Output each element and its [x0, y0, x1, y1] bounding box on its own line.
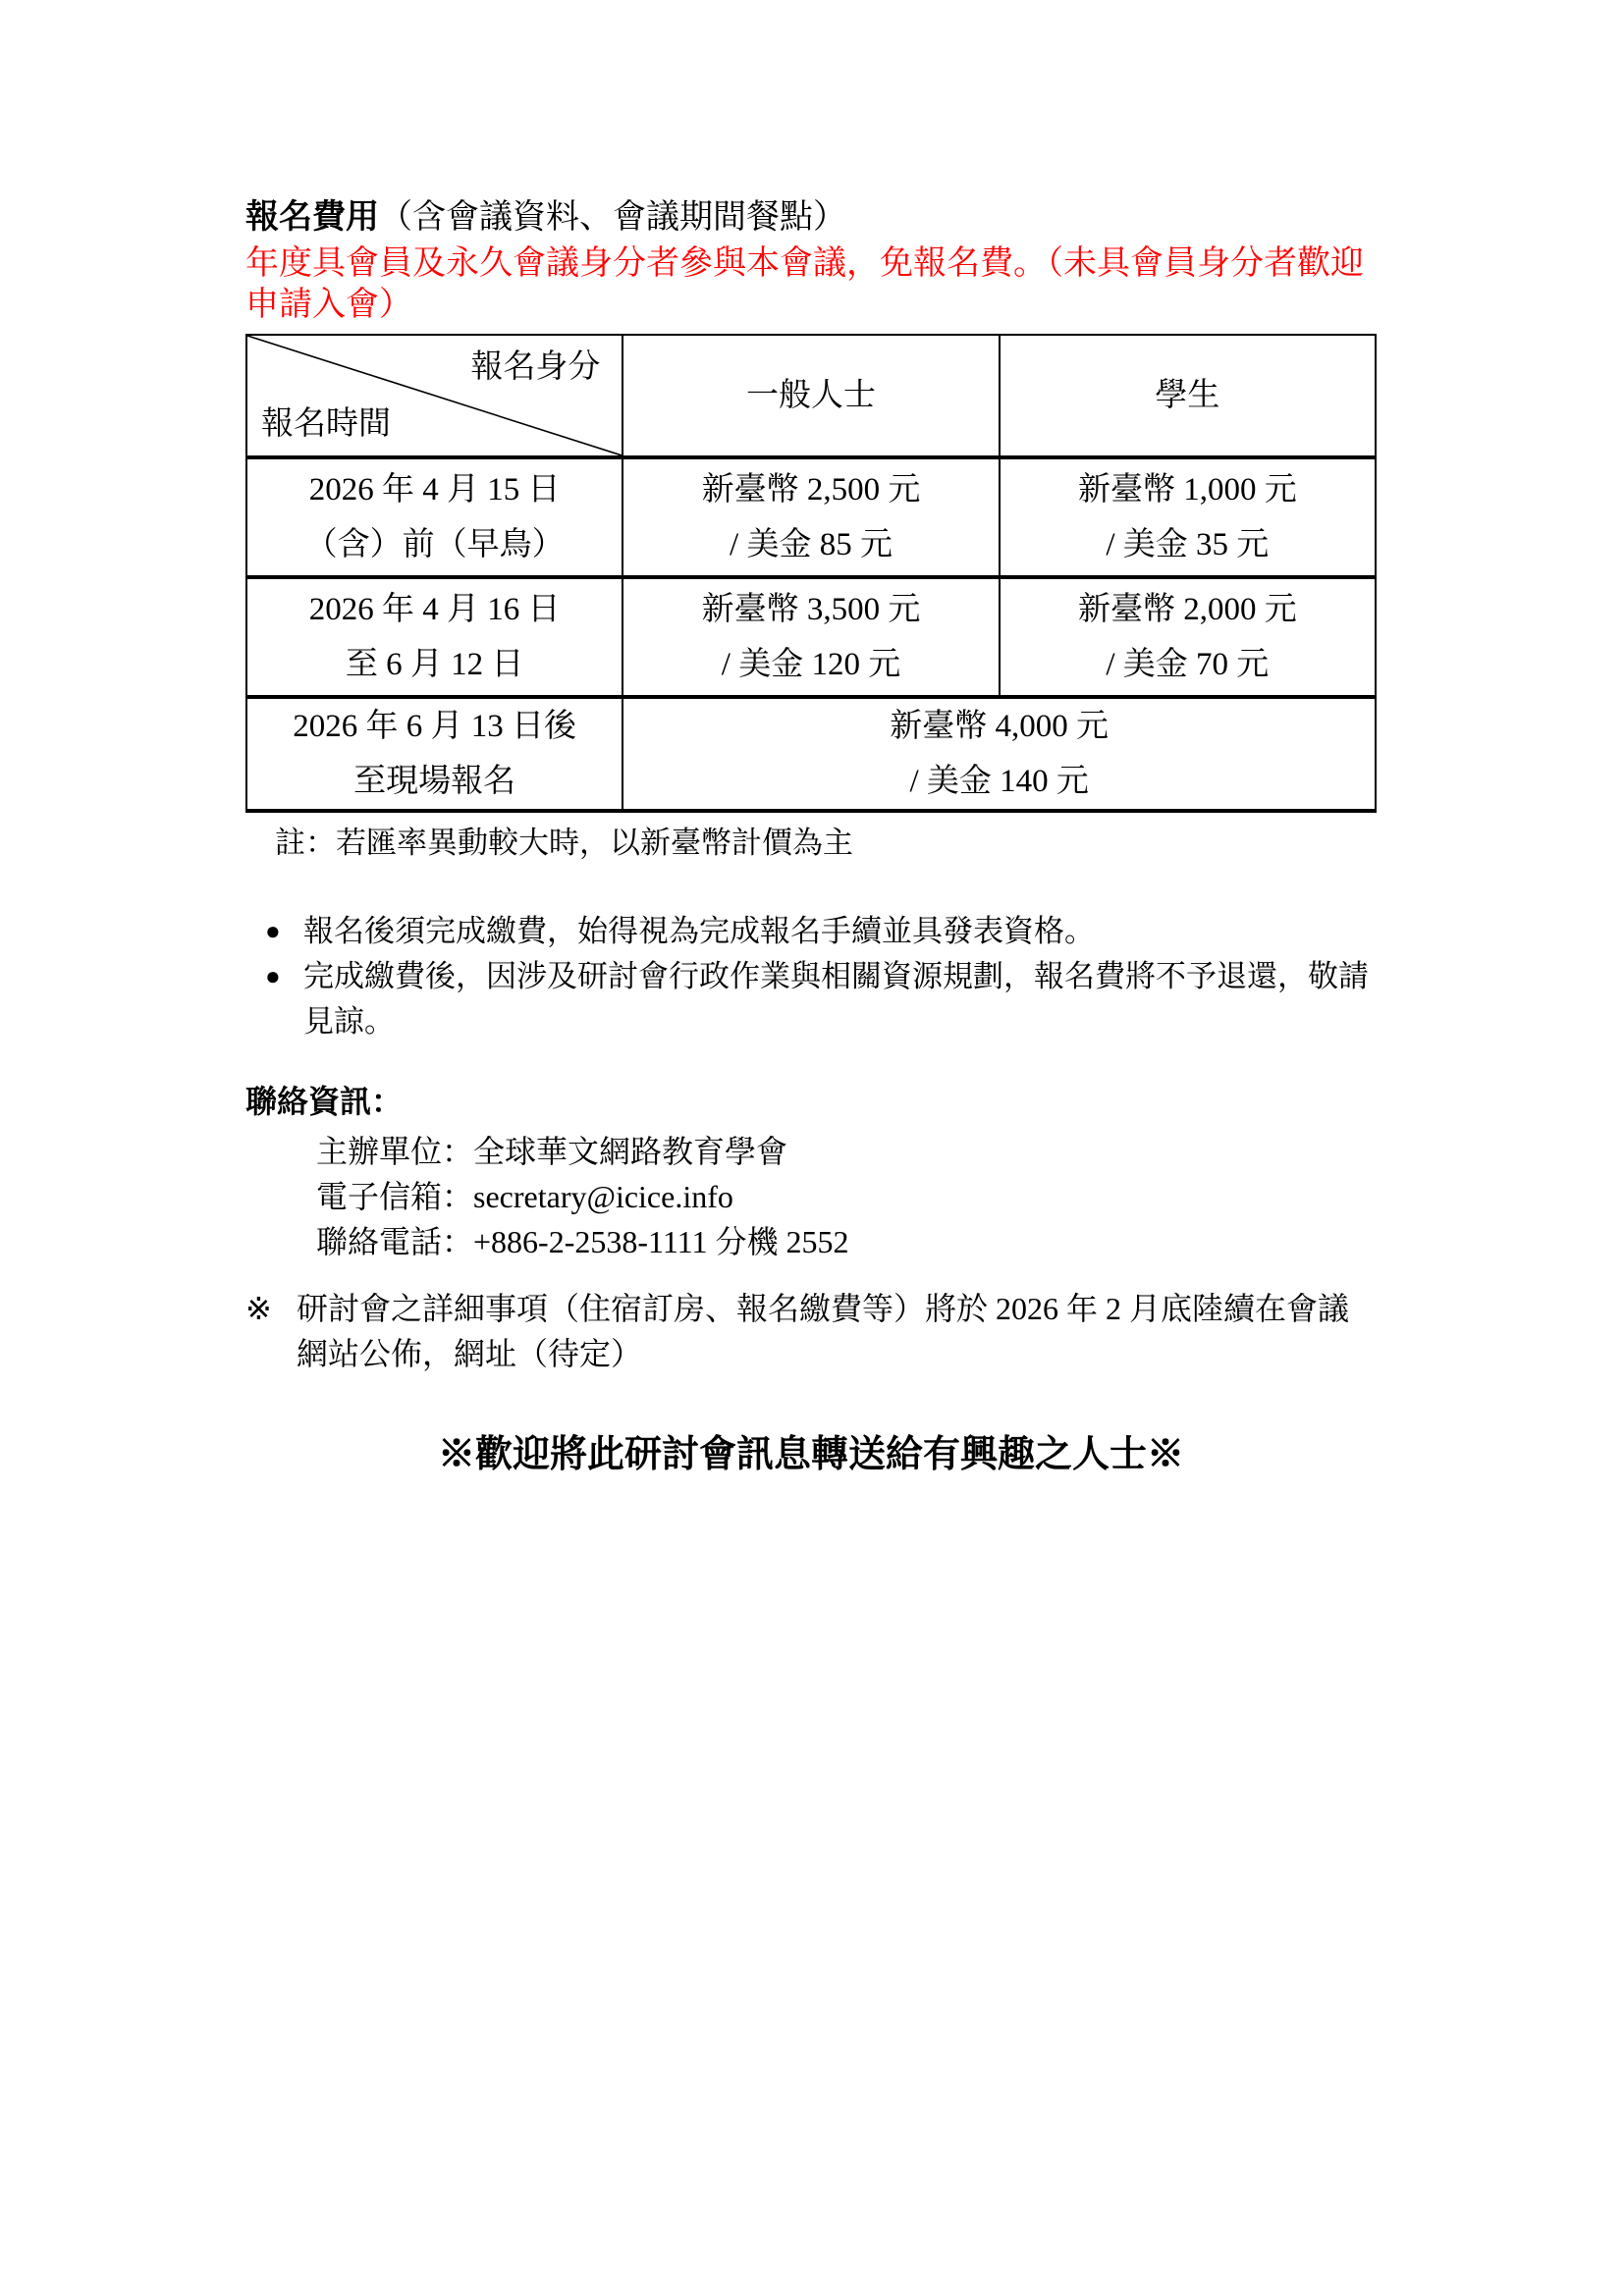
registration-fee-table: [245, 334, 1377, 813]
fee-usd: / 美金 140 元: [909, 764, 1089, 799]
period-line: 至現場報名: [353, 764, 516, 799]
exchange-rate-note: 註：若匯率異動較大時，以新臺幣計價為主: [275, 826, 853, 860]
period-line: 至 6 月 12 日: [345, 647, 524, 682]
organizer-line: 主辦單位：全球華文網路教育學會: [316, 1134, 788, 1169]
email-line: 電子信箱：secretary@icice.info: [316, 1179, 733, 1214]
corner-label-identity: 報名身分: [470, 349, 601, 385]
corner-header-cell: [246, 335, 623, 457]
fee-usd: / 美金 70 元: [1106, 647, 1270, 682]
fee-usd: / 美金 35 元: [1106, 527, 1270, 562]
payment-note-text: 報名後須完成繳費，始得視為完成報名手續並具發表資格。: [303, 914, 1095, 948]
fee-twd: 新臺幣 3,500 元: [701, 592, 921, 627]
page-title-rest: （含會議資料、會議期間餐點）: [379, 199, 846, 236]
bullet-icon: ●: [265, 962, 281, 990]
period-line: 2026 年 4 月 16 日: [308, 592, 561, 627]
general-fee-cell: [623, 457, 999, 577]
fee-twd: 新臺幣 2,500 元: [701, 472, 921, 507]
payment-note-text: 完成繳費後，因涉及研討會行政作業與相關資源規劃，報名費將不予退還，敬請見諒。: [303, 959, 1369, 1039]
fee-twd: 新臺幣 4,000 元: [890, 709, 1110, 744]
contact-heading: 聯絡資訊：: [245, 1084, 404, 1119]
website-announcement-note: [245, 1286, 1377, 1376]
membership-free-notice: 年度具會員及永久會議身分者參與本會議，免報名費。（未具會員身分者歡迎申請入會）: [245, 245, 1364, 323]
period-line: 2026 年 4 月 15 日: [308, 472, 561, 507]
reference-mark-icon: ※: [245, 1291, 272, 1326]
forward-invitation-message: ※歡迎將此研討會訊息轉送給有興趣之人士※: [437, 1434, 1184, 1475]
page-title: [245, 196, 1377, 240]
list-item: [245, 909, 1377, 954]
fee-row-regular: [246, 577, 1376, 697]
period-cell: [246, 577, 623, 697]
fee-row-onsite: [246, 697, 1376, 811]
fee-usd: / 美金 85 元: [730, 527, 893, 562]
page-title-bold: 報名費用: [245, 199, 379, 236]
column-header-student: 學生: [1000, 335, 1376, 457]
period-line: 2026 年 6 月 13 日後: [293, 709, 577, 744]
period-cell: [246, 697, 623, 811]
fee-table-header-row: [246, 335, 1376, 457]
list-item: [245, 954, 1377, 1044]
fee-twd: 新臺幣 1,000 元: [1077, 472, 1297, 507]
general-fee-cell: [623, 577, 999, 697]
period-line: （含）前（早鳥）: [304, 527, 565, 562]
corner-label-time: 報名時間: [261, 406, 391, 442]
document-content: [245, 196, 1377, 1478]
bullet-icon: ●: [265, 917, 281, 945]
merged-fee-cell: [623, 697, 1376, 811]
column-header-general: 一般人士: [623, 335, 999, 457]
website-note-text: 研討會之詳細事項（住宿訂房、報名繳費等）將於 2026 年 2 月底陸續在會議網站公佈，網址（待定）: [297, 1291, 1350, 1371]
fee-usd: / 美金 120 元: [721, 647, 901, 682]
student-fee-cell: [1000, 577, 1376, 697]
fee-row-early-bird: [246, 457, 1376, 577]
contact-info: [316, 1129, 1377, 1264]
fee-twd: 新臺幣 2,000 元: [1077, 592, 1297, 627]
period-cell: [246, 457, 623, 577]
phone-line: 聯絡電話：+886-2-2538-1111 分機 2552: [316, 1224, 849, 1259]
payment-notes-list: [245, 909, 1377, 1044]
student-fee-cell: [1000, 457, 1376, 577]
